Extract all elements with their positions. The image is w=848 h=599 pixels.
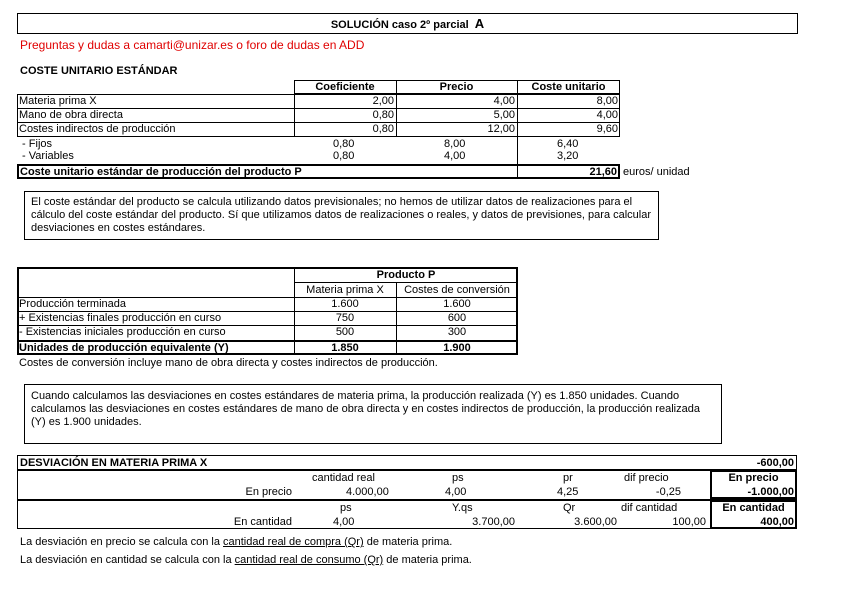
- quantity-header-yqs: Y.qs: [452, 502, 473, 514]
- table-cell: 6,40: [557, 138, 579, 150]
- table-cell: 3,20: [557, 150, 579, 162]
- production-total-label: Unidades de producción equivalente (Y): [19, 342, 229, 354]
- col-coste-unitario: Coste unitario: [531, 81, 606, 93]
- col-materia-prima: Materia prima X: [306, 284, 384, 296]
- deviation-title: DESVIACIÓN EN MATERIA PRIMA X: [20, 457, 208, 469]
- cost-total-value: 21,60: [589, 166, 617, 178]
- page-title: [17, 18, 798, 31]
- footer-line-quantity: [20, 554, 472, 566]
- table-cell: 0,80: [333, 150, 355, 162]
- table-cell: 4,00: [596, 109, 618, 121]
- table-cell: 2,00: [372, 95, 394, 107]
- footer-line-quantity-pre: La desviación en cantidad se calcula con la: [20, 554, 235, 566]
- table-cell: 500: [335, 326, 355, 338]
- quantity-result-value: 400,00: [760, 516, 794, 528]
- quantity-value-qr: 3.600,00: [574, 516, 617, 528]
- footer-line-price-post: de materia prima.: [363, 536, 453, 548]
- footer-line-quantity-link: cantidad real de consumo (Qr): [234, 554, 384, 566]
- table-cell: 5,00: [493, 109, 515, 121]
- table-cell: 4,00: [493, 95, 515, 107]
- table-cell: 9,60: [596, 123, 618, 135]
- table-row-label: Producción terminada: [19, 298, 127, 310]
- table-cell: 0,80: [372, 109, 394, 121]
- table-cell: 1.600: [331, 298, 359, 310]
- table-cell: 750: [335, 312, 355, 324]
- quantity-header-dif-cantidad: dif cantidad: [621, 502, 678, 514]
- price-value-ps: 4,00: [445, 486, 467, 498]
- table-row-label: Materia prima X: [19, 95, 97, 107]
- production-total-mp: 1.850: [331, 342, 359, 354]
- quantity-row-label: En cantidad: [233, 516, 292, 528]
- table-cell: 4,00: [444, 150, 466, 162]
- footer-line-quantity-post: de materia prima.: [383, 554, 472, 566]
- production-total-cc: 1.900: [443, 342, 471, 354]
- price-header-ps: ps: [452, 472, 464, 484]
- col-coeficiente: Coeficiente: [315, 81, 375, 93]
- footer-line-price-pre: La desviación en precio se calcula con la: [20, 536, 224, 548]
- footer-line-price-link: cantidad real de compra (Qr): [223, 536, 364, 548]
- quantity-value-ps: 4,00: [333, 516, 355, 528]
- quantity-value-dif-cantidad: 100,00: [672, 516, 706, 528]
- col-precio: Precio: [439, 81, 474, 93]
- table-row-label: - Existencias iniciales producción en curso: [19, 326, 226, 338]
- table-row-label: Costes indirectos de producción: [19, 123, 176, 135]
- product-header: Producto P: [376, 269, 436, 281]
- price-header-cantidad-real: cantidad real: [312, 472, 375, 484]
- table-row-label: - Variables: [19, 150, 74, 162]
- price-value-pr: 4,25: [557, 486, 579, 498]
- table-row-label: - Fijos: [19, 138, 52, 150]
- production-footnote: Costes de conversión incluye mano de obra directa y costes indirectos de producción.: [19, 357, 438, 369]
- deviation-total: -600,00: [756, 457, 794, 469]
- footer-line-price: [20, 536, 452, 548]
- table-cell: 12,00: [487, 123, 515, 135]
- price-result-label: En precio: [728, 472, 779, 484]
- table-cell: 8,00: [596, 95, 618, 107]
- price-header-pr: pr: [563, 472, 573, 484]
- table-row-label: + Existencias finales producción en curso: [19, 312, 222, 324]
- table-row-label: Mano de obra directa: [19, 109, 123, 121]
- table-cell: 0,80: [372, 123, 394, 135]
- price-result-value: -1.000,00: [747, 486, 794, 498]
- title-text: SOLUCIÓN caso 2º parcial: [330, 19, 469, 31]
- table-cell: 600: [447, 312, 467, 324]
- table-cell: 0,80: [333, 138, 355, 150]
- contact-line: Preguntas y dudas a camarti@unizar.es o foro de dudas en ADD: [20, 38, 365, 52]
- quantity-value-yqs: 3.700,00: [472, 516, 515, 528]
- note-standard-cost: El coste estándar del producto se calcula utilizando datos previsionales; no hemos de utilizar datos de realizaciones para el cálculo del coste estándar del producto. Sí que utilizamos datos de realizaciones o reales, y datos de previsiones, para calcular desviaciones en costes estándares.: [24, 191, 659, 240]
- note-production: Cuando calculamos las desviaciones en costes estándares de materia prima, la producción realizada (Y) es 1.850 unidades. Cuando calculamos las desviaciones en costes estándares de mano de obra directa y en costes indirectos de producción, la producción realizada (Y) es 1.900 unidades.: [24, 384, 722, 444]
- cost-total-label: Coste unitario estándar de producción del producto P: [20, 166, 302, 178]
- price-value-dif-precio: -0,25: [655, 486, 681, 498]
- col-costes-conversion: Costes de conversión: [404, 284, 510, 296]
- price-value-cantidad-real: 4.000,00: [346, 486, 389, 498]
- cost-total-unit: euros/ unidad: [623, 166, 690, 178]
- price-header-dif-precio: dif precio: [624, 472, 669, 484]
- quantity-result-label: En cantidad: [722, 502, 785, 514]
- quantity-header-qr: Qr: [563, 502, 576, 514]
- table-cell: 300: [447, 326, 467, 338]
- quantity-header-ps: ps: [340, 502, 352, 514]
- cost-section-title: COSTE UNITARIO ESTÁNDAR: [20, 65, 178, 77]
- table-cell: 1.600: [443, 298, 471, 310]
- title-version: A: [474, 16, 485, 31]
- table-cell: 8,00: [444, 138, 466, 150]
- price-row-label: En precio: [245, 486, 292, 498]
